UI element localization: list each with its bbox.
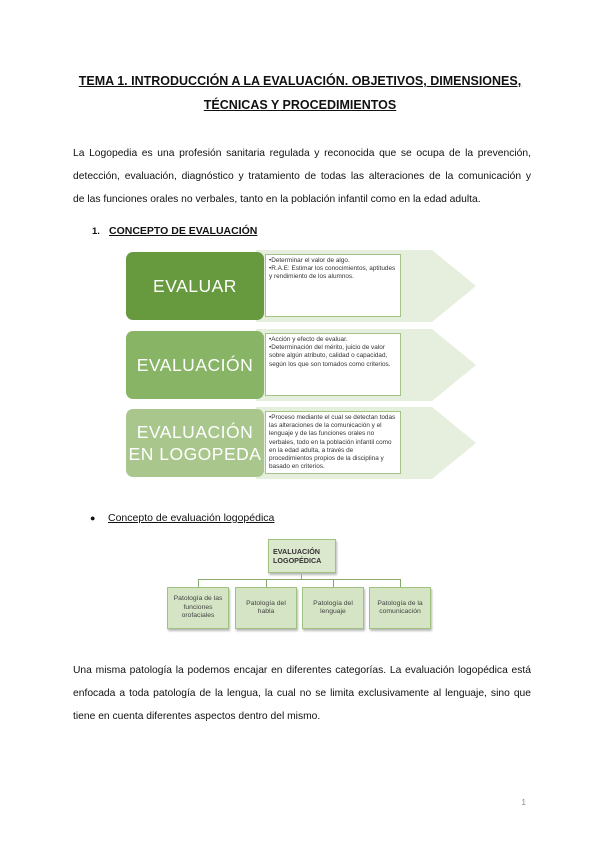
intro-line-3: de las funciones orales no verbales, tanto en la población infantil como en la edad adulta. (73, 194, 481, 205)
eval-label-box (126, 331, 264, 399)
eval-block-evaluar (126, 250, 476, 322)
eval-notes (265, 254, 401, 317)
document-title-line-2: TÉCNICAS Y PROCEDIMIENTOS (203, 98, 397, 112)
connector-line (400, 579, 401, 587)
diagram-child-node (302, 587, 364, 629)
eval-block-evaluacion-logopeda (126, 407, 476, 479)
diagram-child-node (167, 587, 229, 629)
subsection-heading (90, 512, 274, 524)
eval-note: •Acción y efecto de evaluar. (269, 336, 348, 343)
eval-notes (265, 333, 401, 396)
page-number: 1 (521, 798, 526, 807)
section-title: CONCEPTO DE EVALUACIÓN (109, 225, 258, 237)
diagram-root-node (268, 539, 336, 573)
connector-line (198, 579, 199, 587)
eval-label: EVALUACIÓN (136, 355, 254, 375)
connector-line (198, 579, 401, 580)
eval-label-line-2: EN LOGOPEDA (128, 444, 262, 464)
root-label-line-1: EVALUACIÓN (273, 547, 320, 556)
diagram-child-node (235, 587, 297, 629)
eval-label-box (126, 252, 264, 320)
closing-line-1: Una misma patología la podemos encajar en diferentes categorías. La evaluación logopédica está (73, 665, 531, 676)
connector-line (266, 579, 267, 587)
eval-block-evaluacion (126, 329, 476, 401)
root-label-line-2: LOGOPÉDICA (273, 556, 322, 565)
document-title-line-1: TEMA 1. INTRODUCCIÓN A LA EVALUACIÓN. OBJETIVOS, DIMENSIONES, (78, 74, 522, 88)
child-label: Patología de las funciones orofaciales (173, 595, 223, 620)
eval-note: •Determinación del mérito, juicio de valor sobre algún atributo, calidad o capacidad, según los que son tomados como criterios. (269, 344, 391, 368)
child-label: Patología de la comunicación (377, 599, 423, 615)
hierarchy-diagram (165, 535, 435, 635)
eval-label-line-1: EVALUACIÓN (136, 422, 254, 442)
intro-paragraph (73, 142, 531, 211)
eval-note: •Determinar el valor de algo. (269, 257, 350, 264)
eval-label-box (126, 409, 264, 477)
subsection-title: Concepto de evaluación logopédica (108, 512, 275, 524)
eval-label: EVALUAR (153, 276, 237, 296)
closing-line-2: enfocada a toda patología de la lengua, la cual no se limita exclusivamente al lenguaje, sino que (73, 688, 531, 699)
bullet-icon: ● (90, 513, 96, 523)
section-heading-concepto (92, 225, 257, 237)
closing-line-3: tiene en cuenta diferentes aspectos dentro del mismo. (73, 711, 321, 722)
intro-line-1: La Logopedia es una profesión sanitaria regulada y reconocida que se ocupa de la prevención, (73, 148, 531, 159)
closing-paragraph (73, 659, 531, 728)
child-label: Patología del habla (246, 599, 286, 615)
diagram-child-node (369, 587, 431, 629)
eval-note: •R.A.E: Estimar los conocimientos, aptitudes y rendimiento de los alumnos. (269, 265, 396, 281)
intro-line-2: detección, evaluación, diagnóstico y tratamiento de todas las alteraciones de la comunicación y (73, 171, 531, 182)
eval-note: •Proceso mediante el cual se detectan todas las alteraciones de la comunicación y el lenguaje y de las funciones orales no verbales, todo en la población infantil como en la edad adulta, a través de procedimientos propios de la disciplina y basado en criterios. (269, 414, 396, 471)
section-number: 1. (92, 226, 100, 237)
child-label: Patología del lenguaje (313, 599, 353, 615)
connector-line (333, 579, 334, 587)
eval-notes (265, 411, 401, 474)
